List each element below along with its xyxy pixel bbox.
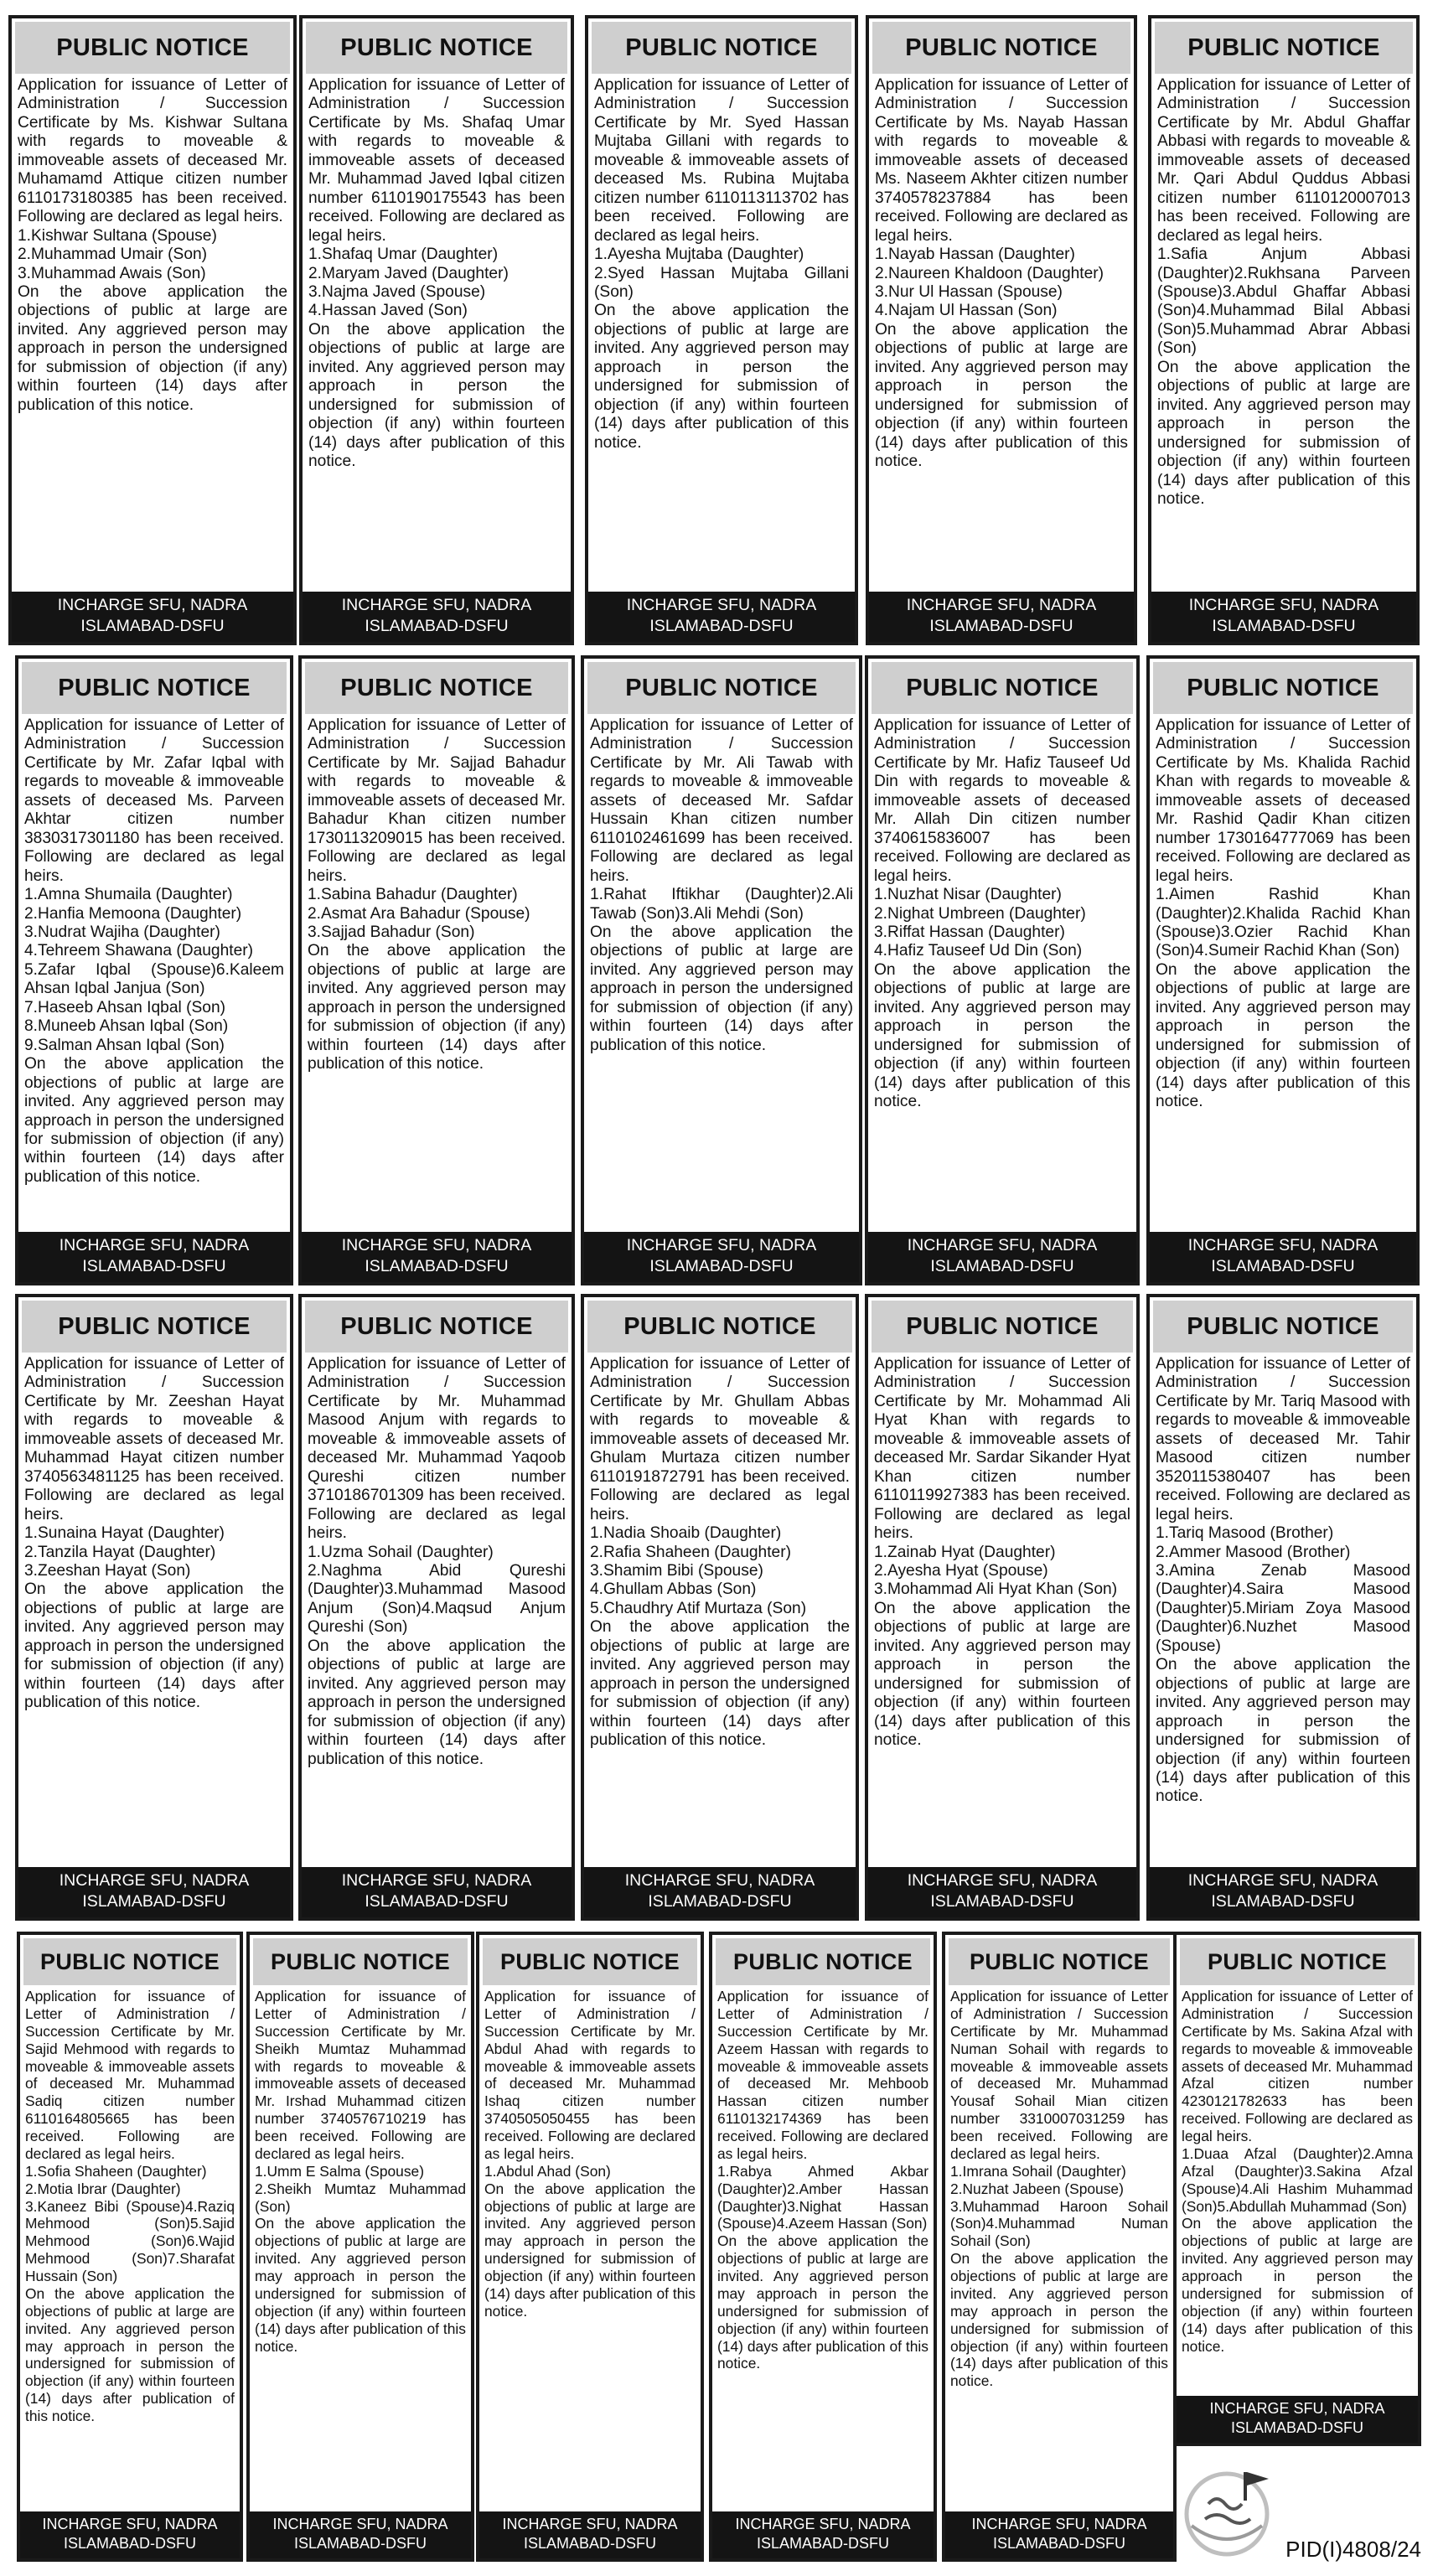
legal-heir-item: 7.Haseeb Ahsan Iqbal (Son): [24, 998, 226, 1016]
public-notice-19: [709, 1932, 937, 2562]
public-notice-7: [298, 655, 575, 1285]
footer-office: INCHARGE SFU, NADRA: [626, 1236, 817, 1254]
legal-heir-item: 2.Naghma Abid Qureshi (Daughter)3.Muhammad Masood Anjum (Son)4.Maqsud Anjum Qureshi (Son): [308, 1561, 566, 1637]
notice-closing: On the above application the objections of public at large are invited. Any aggrieved person may approach in person the undersigned for submission of objection (if any) within fourteen (14) days after publication of this notice.: [18, 282, 287, 414]
legal-heir-item: 2.Nuzhat Jabeen (Spouse): [950, 2180, 1124, 2197]
legal-heir-item: 5.Chaudhry Atif Murtaza (Son): [590, 1599, 807, 1617]
notice-body: [303, 74, 571, 592]
footer-location: ISLAMABAD-DSFU: [930, 1892, 1074, 1911]
notice-closing: On the above application the objections of public at large are invited. Any aggrieved person may approach in person the undersigned for submission of objection (if any) within fourteen (14) days after publication of this notice.: [874, 960, 1130, 1111]
legal-heirs-list: [24, 886, 284, 1055]
notice-footer: [584, 1232, 859, 1282]
notice-footer: [250, 2511, 471, 2558]
notice-body: [1177, 1985, 1418, 2396]
notice-title: PUBLIC NOTICE: [22, 662, 287, 714]
footer-location: ISLAMABAD-DSFU: [756, 2535, 890, 2552]
notice-closing: On the above application the objections of public at large are invited. Any aggrieved person may approach in person the undersigned for submission of objection (if any) within fourteen (14) days after publication of this notice.: [874, 1599, 1130, 1750]
notice-title: PUBLIC NOTICE: [1180, 1938, 1415, 1985]
notice-footer: [945, 2511, 1173, 2558]
legal-heir-item: 2.Naureen Khaldoon (Daughter): [875, 264, 1104, 282]
footer-office: INCHARGE SFU, NADRA: [906, 596, 1097, 614]
notice-footer: [868, 1232, 1136, 1282]
notice-body: [869, 74, 1134, 592]
notice-title: PUBLIC NOTICE: [872, 662, 1133, 714]
notice-closing: On the above application the objections of public at large are invited. Any aggrieved person may approach in person the undersigned for submission of objection (if any) within fourteen (14) days after publication of this notice.: [24, 1580, 284, 1712]
notice-body: [1151, 74, 1416, 592]
notice-closing: On the above application the objections of public at large are invited. Any aggrieved person may approach in person the undersigned for submission of objection (if any) within fourteen (14) days after publication of this notice.: [875, 320, 1128, 471]
footer-location: ISLAMABAD-DSFU: [649, 1257, 794, 1275]
legal-heirs-list: [717, 2163, 928, 2233]
notice-closing: On the above application the objections of public at large are invited. Any aggrieved person may approach in person the undersigned for submission of objection (if any) within fourteen (14) days after publication of this notice.: [590, 923, 853, 1054]
notice-title: PUBLIC NOTICE: [872, 1301, 1133, 1353]
legal-heirs-list: [484, 2163, 696, 2180]
notice-footer: [479, 2511, 701, 2558]
legal-heir-item: 4.Hafiz Tauseef Ud Din (Son): [874, 942, 1083, 960]
legal-heir-item: 1.Rahat Iftikhar (Daughter)2.Ali Tawab (Son)3.Ali Mehdi (Son): [590, 886, 853, 923]
footer-office: INCHARGE SFU, NADRA: [626, 596, 817, 614]
public-notice-8: [581, 655, 862, 1285]
notice-body: [712, 1985, 934, 2511]
notice-body: [479, 1985, 701, 2511]
legal-heir-item: 1.Nayab Hassan (Daughter): [875, 246, 1075, 264]
notice-intro: Application for issuance of Letter of Administration / Succession Certificate by Mr. Abdul Ahad with regards to moveable & immoveable assets of deceased Mr. Muhammad Ishaq citizen number 3740505050455 has been received. Following are declared as legal heirs.: [484, 1988, 696, 2162]
legal-heir-item: 2.Asmat Ara Bahadur (Spouse): [308, 904, 530, 923]
footer-location: ISLAMABAD-DSFU: [992, 2535, 1126, 2552]
notice-closing: On the above application the objections of public at large are invited. Any aggrieved person may approach in person the undersigned for submission of objection (if any) within fourteen (14) days after publication of this notice.: [1182, 2215, 1413, 2355]
footer-location: ISLAMABAD-DSFU: [1212, 617, 1356, 635]
legal-heir-item: 2.Motia Ibrar (Daughter): [25, 2180, 181, 2197]
footer-location: ISLAMABAD-DSFU: [649, 617, 794, 635]
notice-intro: Application for issuance of Letter of Administration / Succession Certificate by Mr. Ghullam Abbas with regards to moveable & immoveable assets of deceased Mr. Ghulam Murtaza citizen number 6110191872791 has been received. Following are declared as legal heirs.: [590, 1355, 850, 1523]
notice-body: [302, 714, 572, 1232]
notice-title: PUBLIC NOTICE: [22, 1301, 287, 1353]
legal-heir-item: 4.Ghullam Abbas (Son): [590, 1580, 757, 1599]
notice-intro: Application for issuance of Letter of Administration / Succession Certificate by Mr. Zafar Iqbal with regards to moveable & immoveable assets of deceased Ms. Parveen Akhtar citizen number 3830317301180 has been received. Following are declared as legal heirs.: [24, 716, 284, 885]
notice-body: [584, 714, 859, 1232]
legal-heir-item: 4.Tehreem Shawana (Daughter): [24, 942, 254, 960]
notice-footer: [303, 592, 571, 642]
legal-heir-item: 2.Maryam Javed (Daughter): [308, 264, 509, 282]
legal-heir-item: 1.Ayesha Mujtaba (Daughter): [594, 246, 804, 264]
footer-location: ISLAMABAD-DSFU: [365, 1892, 509, 1911]
footer-location: ISLAMABAD-DSFU: [1211, 1892, 1355, 1911]
notice-body: [588, 74, 855, 592]
notice-intro: Application for issuance of Letter of Administration / Succession Certificate by Ms. Sakina Afzal with regards to moveable & immoveable assets of deceased Mr. Muhammad Afzal citizen number 4230121782633 has been received. Following are declared as legal heirs.: [1182, 1988, 1413, 2144]
legal-heir-item: 2.Ayesha Hyat (Spouse): [874, 1561, 1048, 1580]
pid-number: PID(I)4808/24: [1285, 2537, 1421, 2562]
notice-title: PUBLIC NOTICE: [23, 1938, 236, 1985]
notice-title: PUBLIC NOTICE: [587, 1301, 852, 1353]
notice-body: [302, 1353, 572, 1867]
public-notice-3: [585, 15, 858, 645]
legal-heir-item: 3.Muhammad Awais (Son): [18, 264, 206, 282]
legal-heir-item: 1.Nadia Shoaib (Daughter): [590, 1524, 782, 1543]
footer-location: ISLAMABAD-DSFU: [82, 1892, 226, 1911]
notice-intro: Application for issuance of Letter of Administration / Succession Certificate by Mr. Sheikh Mumtaz Muhammad with regards to moveable & immoveable assets of deceased Mr. Irshad Muhammad citizen number 3740576710219 has been received. Following are declared as legal heirs.: [255, 1988, 466, 2162]
public-notice-18: [476, 1932, 704, 2562]
notice-footer: [869, 592, 1134, 642]
footer-office: INCHARGE SFU, NADRA: [907, 1871, 1098, 1890]
legal-heir-item: 1.Imrana Sohail (Daughter): [950, 2162, 1126, 2180]
legal-heirs-list: [950, 2163, 1168, 2250]
footer-office: INCHARGE SFU, NADRA: [57, 596, 248, 614]
legal-heir-item: 1.Sofia Shaheen (Daughter): [25, 2162, 207, 2180]
legal-heir-item: 3.Sajjad Bahadur (Son): [308, 923, 475, 941]
footer-office: INCHARGE SFU, NADRA: [272, 2516, 448, 2532]
notice-body: [1150, 714, 1416, 1232]
legal-heirs-list: [874, 1544, 1130, 1600]
footer-location: ISLAMABAD-DSFU: [648, 1892, 792, 1911]
public-notice-5: [1148, 15, 1420, 645]
legal-heir-item: 1.Umm E Salma (Spouse): [255, 2162, 424, 2180]
legal-heir-item: 1.Nuzhat Nisar (Daughter): [874, 886, 1062, 904]
azm-e-istehkam-logo: [1175, 2460, 1284, 2561]
public-notice-17: [246, 1932, 474, 2562]
notice-title: PUBLIC NOTICE: [483, 1938, 697, 1985]
notice-closing: On the above application the objections of public at large are invited. Any aggrieved person may approach in person the undersigned for submission of objection (if any) within fourteen (14) days after publication of this notice.: [484, 2180, 696, 2320]
footer-location: ISLAMABAD-DSFU: [1211, 1257, 1355, 1275]
legal-heir-item: 2.Syed Hassan Mujtaba Gillani (Son): [594, 264, 849, 301]
notice-body: [868, 714, 1136, 1232]
footer-office: INCHARGE SFU, NADRA: [341, 1236, 532, 1254]
legal-heir-item: 8.Muneeb Ahsan Iqbal (Son): [24, 1017, 229, 1036]
footer-office: INCHARGE SFU, NADRA: [1188, 596, 1379, 614]
footer-office: INCHARGE SFU, NADRA: [59, 1871, 250, 1890]
legal-heirs-list: [594, 246, 849, 302]
legal-heir-item: 1.Sabina Bahadur (Daughter): [308, 886, 518, 904]
legal-heir-item: 3.Mohammad Ali Hyat Khan (Son): [874, 1580, 1118, 1599]
notice-footer: [12, 592, 293, 642]
notice-closing: On the above application the objections of public at large are invited. Any aggrieved person may approach in person the undersigned for submission of objection (if any) within fourteen (14) days after publication of this notice.: [590, 1618, 850, 1750]
legal-heir-item: 9.Salman Ahsan Iqbal (Son): [24, 1036, 225, 1054]
public-notice-15: [1146, 1294, 1420, 1921]
notice-footer: [868, 1867, 1136, 1917]
legal-heirs-list: [590, 1524, 850, 1618]
legal-heirs-list: [25, 2163, 235, 2285]
legal-heir-item: 3.Riffat Hassan (Daughter): [874, 923, 1065, 941]
notice-closing: On the above application the objections of public at large are invited. Any aggrieved person may approach in person the undersigned for submission of objection (if any) within fourteen (14) days after publication of this notice.: [308, 1637, 566, 1768]
footer-office: INCHARGE SFU, NADRA: [971, 2516, 1147, 2532]
footer-office: INCHARGE SFU, NADRA: [341, 1871, 532, 1890]
notice-body: [1150, 1353, 1416, 1867]
legal-heir-item: 3.Zeeshan Hayat (Son): [24, 1561, 191, 1580]
legal-heirs-list: [1182, 2145, 1413, 2216]
notice-body: [12, 74, 293, 592]
notice-body: [584, 1353, 856, 1867]
notice-title: PUBLIC NOTICE: [872, 22, 1130, 74]
footer-location: ISLAMABAD-DSFU: [929, 617, 1073, 635]
notice-footer: [302, 1232, 572, 1282]
notice-intro: Application for issuance of Letter of Administration / Succession Certificate by Mr. Hafiz Tauseef Ud Din with regards to moveable & immoveable assets of deceased Mr. Allah Din citizen number 3740615836007 has been received. Following are declared as legal heirs.: [874, 716, 1130, 885]
footer-office: INCHARGE SFU, NADRA: [907, 1236, 1098, 1254]
notice-title: PUBLIC NOTICE: [306, 22, 567, 74]
footer-office: INCHARGE SFU, NADRA: [1187, 1236, 1379, 1254]
public-notice-21: [1173, 1932, 1421, 2446]
legal-heir-item: 2.Sheikh Mumtaz Muhammad (Son): [255, 2180, 466, 2215]
public-notice-2: [299, 15, 574, 645]
notice-title: PUBLIC NOTICE: [15, 22, 290, 74]
notice-footer: [302, 1867, 572, 1917]
legal-heir-item: 3.Kaneez Bibi (Spouse)4.Raziq Mehmood (Son)5.Sajid Mehmood (Son)6.Wajid Mehmood (Son)7.Sharafat Hussain (Son): [25, 2197, 235, 2284]
legal-heir-item: 2.Rafia Shaheen (Daughter): [590, 1543, 791, 1561]
public-notice-13: [581, 1294, 859, 1921]
public-notice-1: [8, 15, 297, 645]
legal-heir-item: 4.Najam Ul Hassan (Son): [875, 302, 1058, 320]
notice-body: [250, 1985, 471, 2511]
legal-heir-item: 3.Amina Zenab Masood (Daughter)4.Saira Masood (Daughter)5.Miriam Zoya Masood (Daughter)6.Nuzhet Masood (Spouse): [1156, 1561, 1410, 1655]
public-notice-10: [1146, 655, 1420, 1285]
notice-closing: On the above application the objections of public at large are invited. Any aggrieved person may approach in person the undersigned for submission of objection (if any) within fourteen (14) days after publication of this notice.: [1156, 1656, 1410, 1806]
footer-office: INCHARGE SFU, NADRA: [502, 2516, 678, 2532]
public-notice-16: [17, 1932, 243, 2562]
legal-heirs-list: [1157, 246, 1410, 359]
notice-closing: On the above application the objections of public at large are invited. Any aggrieved person may approach in person the undersigned for submission of objection (if any) within fourteen (14) days after publication of this notice.: [1157, 358, 1410, 508]
legal-heir-item: 1.Zainab Hyat (Daughter): [874, 1543, 1056, 1561]
notice-closing: On the above application the objections of public at large are invited. Any aggrieved person may approach in person the undersigned for submission of objection (if any) within fourteen (14) days after publication of this notice.: [308, 942, 566, 1073]
footer-office: INCHARGE SFU, NADRA: [624, 1871, 815, 1890]
public-notice-12: [298, 1294, 575, 1921]
notice-footer: [20, 2511, 240, 2558]
legal-heir-item: 3.Nudrat Wajiha (Daughter): [24, 923, 220, 941]
legal-heir-item: 1.Amna Shumaila (Daughter): [24, 886, 233, 904]
legal-heir-item: 1.Shafaq Umar (Daughter): [308, 246, 499, 264]
legal-heirs-list: [308, 886, 566, 942]
footer-office: INCHARGE SFU, NADRA: [1187, 1871, 1379, 1890]
public-notice-11: [15, 1294, 293, 1921]
notice-closing: On the above application the objections of public at large are invited. Any aggrieved person may approach in person the undersigned for submission of objection (if any) within fourteen (14) days after publication of this notice.: [25, 2284, 235, 2424]
notice-footer: [1150, 1867, 1416, 1917]
notice-title: PUBLIC NOTICE: [949, 1938, 1170, 1985]
legal-heir-item: 4.Hassan Javed (Son): [308, 302, 468, 320]
footer-location: ISLAMABAD-DSFU: [80, 617, 225, 635]
legal-heir-item: 1.Aimen Rashid Khan (Daughter)2.Khalida Rachid Khan (Spouse)3.Ozier Rachid Khan (Son)4.Sumeir Rachid Khan (Son): [1156, 886, 1410, 960]
notice-footer: [18, 1232, 290, 1282]
legal-heir-item: 1.Rabya Ahmed Akbar (Daughter)2.Amber Hassan (Daughter)3.Nighat Hassan (Spouse)4.Azeem Hassan (Son): [717, 2162, 928, 2232]
notice-body: [18, 1353, 290, 1867]
notice-title: PUBLIC NOTICE: [305, 662, 568, 714]
legal-heir-item: 1.Sunaina Hayat (Daughter): [24, 1524, 225, 1543]
legal-heirs-list: [255, 2163, 466, 2216]
notice-intro: Application for issuance of Letter of Administration / Succession Certificate by Mr. Sajid Mehmood with regards to moveable & immoveable assets of deceased Mr. Muhammad Sadiq citizen number 6110164805665 has been received. Following are declared as legal heirs.: [25, 1988, 235, 2162]
notice-footer: [1150, 1232, 1416, 1282]
public-notice-20: [942, 1932, 1177, 2562]
legal-heirs-list: [1156, 886, 1410, 961]
notice-footer: [1151, 592, 1416, 642]
footer-location: ISLAMABAD-DSFU: [365, 617, 509, 635]
footer-office: INCHARGE SFU, NADRA: [1209, 2400, 1385, 2417]
legal-heirs-list: [875, 246, 1128, 321]
legal-heir-item: 3.Nur Ul Hassan (Spouse): [875, 282, 1063, 301]
legal-heirs-list: [308, 1544, 566, 1637]
notice-intro: Application for issuance of Letter of Administration / Succession Certificate by Mr. Azeem Hassan with regards to moveable & immoveable assets of deceased Mr. Mehboob Hassan citizen number 6110132174369 has been received. Following are declared as legal heirs.: [717, 1988, 928, 2162]
legal-heirs-list: [308, 246, 565, 321]
legal-heir-item: 3.Muhammad Haroon Sohail (Son)4.Muhammad Numan Sohail (Son): [950, 2197, 1168, 2250]
notice-closing: On the above application the objections of public at large are invited. Any aggrieved person may approach in person the undersigned for submission of objection (if any) within fourteen (14) days after publication of this notice.: [24, 1055, 284, 1186]
notice-intro: Application for issuance of Letter of Administration / Succession Certificate by Mr. Syed Hassan Mujtaba Gillani with regards to moveable & immoveable assets of deceased Ms. Rubina Mujtaba citizen number 6110113113702 has been received. Following are declared as legal heirs.: [594, 76, 849, 245]
public-notice-14: [865, 1294, 1140, 1921]
footer-location: ISLAMABAD-DSFU: [63, 2535, 197, 2552]
legal-heir-item: 2.Hanfia Memoona (Daughter): [24, 904, 242, 923]
notice-title: PUBLIC NOTICE: [716, 1938, 930, 1985]
notice-intro: Application for issuance of Letter of Administration / Succession Certificate by Ms. Khalida Rachid Khan with regards to moveable & immoveable assets of deceased Mr. Rashid Qadir Khan citizen number 1730164777069 has been received. Following are declared as legal heirs.: [1156, 716, 1410, 885]
legal-heir-item: 5.Zafar Iqbal (Spouse)6.Kaleem Ahsan Iqbal Janjua (Son): [24, 960, 284, 998]
notice-title: PUBLIC NOTICE: [592, 22, 851, 74]
footer-office: INCHARGE SFU, NADRA: [341, 596, 532, 614]
notice-intro: Application for issuance of Letter of Administration / Succession Certificate by Mr. Abdul Ghaffar Abbasi with regards to moveable & immoveable assets of deceased Mr. Qari Abdul Quddus Abbasi citizen number 6110120007013 has been received. Following are declared as legal heirs.: [1157, 76, 1410, 245]
notice-intro: Application for issuance of Letter of Administration / Succession Certificate by Mr. Sajjad Bahadur with regards to moveable & immoveable assets of deceased Mr. Bahadur Khan citizen number 1730113209015 has been received. Following are declared as legal heirs.: [308, 716, 566, 885]
notice-body: [20, 1985, 240, 2511]
notice-intro: Application for issuance of Letter of Administration / Succession Certificate by Mr. Muhammad Masood Anjum with regards to moveable & immoveable assets of deceased Mr. Muhammad Yaqoob Qureshi citizen number 3710186701309 has been received. Following are declared as legal heirs.: [308, 1355, 566, 1543]
legal-heir-item: 1.Safia Anjum Abbasi (Daughter)2.Rukhsana Parveen (Spouse)3.Abdul Ghaffar Abbasi (Son)4.Muhammad Bilal Abbasi (Son)5.Muhammad Abrar Abbasi (Son): [1157, 246, 1410, 358]
notice-closing: On the above application the objections of public at large are invited. Any aggrieved person may approach in person the undersigned for submission of objection (if any) within fourteen (14) days after publication of this notice.: [950, 2250, 1168, 2390]
legal-heir-item: 1.Kishwar Sultana (Spouse): [18, 226, 217, 245]
notice-title: PUBLIC NOTICE: [305, 1301, 568, 1353]
footer-location: ISLAMABAD-DSFU: [293, 2535, 427, 2552]
public-notice-6: [15, 655, 293, 1285]
notice-intro: Application for issuance of Letter of Administration / Succession Certificate by Ms. Shafaq Umar with regards to moveable & immoveable assets of deceased Mr. Muhammad Javed Iqbal citizen number 6110190175543 has been received. Following are declared as legal heirs.: [308, 76, 565, 245]
public-notice-4: [866, 15, 1137, 645]
legal-heir-item: 2.Ammer Masood (Brother): [1156, 1543, 1351, 1561]
notice-intro: Application for issuance of Letter of Administration / Succession Certificate by Mr. Tariq Masood with regards to moveable & immoveable assets of deceased Mr. Tahir Masood citizen number 3520115380407 has been received. Following are declared as legal heirs.: [1156, 1355, 1410, 1523]
footer-office: INCHARGE SFU, NADRA: [42, 2516, 218, 2532]
legal-heirs-list: [874, 886, 1130, 961]
footer-location: ISLAMABAD-DSFU: [1230, 2419, 1364, 2436]
notice-title: PUBLIC NOTICE: [1155, 22, 1413, 74]
footer-location: ISLAMABAD-DSFU: [365, 1257, 509, 1275]
legal-heir-item: 1.Uzma Sohail (Daughter): [308, 1543, 494, 1561]
legal-heir-item: 3.Najma Javed (Spouse): [308, 282, 486, 301]
footer-office: INCHARGE SFU, NADRA: [735, 2516, 911, 2532]
notice-intro: Application for issuance of Letter of Administration / Succession Certificate by Mr. Muhammad Numan Sohail with regards to moveable & immoveable assets of deceased Mr. Muhammad Yousaf Sohail Mian citizen number 3310007031259 has been received. Following are declared as legal heirs.: [950, 1988, 1168, 2162]
notice-title: PUBLIC NOTICE: [1153, 1301, 1413, 1353]
notice-title: PUBLIC NOTICE: [587, 662, 856, 714]
notice-closing: On the above application the objections of public at large are invited. Any aggrieved person may approach in person the undersigned for submission of objection (if any) within fourteen (14) days after publication of this notice.: [594, 302, 849, 452]
legal-heir-item: 3.Shamim Bibi (Spouse): [590, 1561, 763, 1580]
notice-closing: On the above application the objections of public at large are invited. Any aggrieved person may approach in person the undersigned for submission of objection (if any) within fourteen (14) days after publication of this notice.: [1156, 960, 1410, 1111]
notice-intro: Application for issuance of Letter of Administration / Succession Certificate by Mr. Mohammad Ali Hyat Khan with regards to moveable & immoveable assets of deceased Mr. Sardar Sikander Hyat Khan citizen number 6110119927383 has been received. Following are declared as legal heirs.: [874, 1355, 1130, 1543]
notice-footer: [1177, 2396, 1418, 2443]
notice-body: [945, 1985, 1173, 2511]
notice-title: PUBLIC NOTICE: [253, 1938, 468, 1985]
legal-heir-item: 1.Abdul Ahad (Son): [484, 2162, 611, 2180]
legal-heir-item: 1.Tariq Masood (Brother): [1156, 1524, 1334, 1543]
notice-intro: Application for issuance of Letter of Administration / Succession Certificate by Mr. Ali Tawab with regards to moveable & immoveable assets of deceased Mr. Safdar Hussain Khan citizen number 6110102461699 has been received. Following are declared as legal heirs.: [590, 716, 853, 885]
footer-location: ISLAMABAD-DSFU: [523, 2535, 657, 2552]
notice-closing: On the above application the objections of public at large are invited. Any aggrieved person may approach in person the undersigned for submission of objection (if any) within fourteen (14) days after publication of this notice.: [255, 2215, 466, 2355]
legal-heir-item: 2.Tanzila Hayat (Daughter): [24, 1543, 216, 1561]
legal-heirs-list: [24, 1524, 284, 1580]
notice-body: [868, 1353, 1136, 1867]
notice-footer: [18, 1867, 290, 1917]
notice-closing: On the above application the objections of public at large are invited. Any aggrieved person may approach in person the undersigned for submission of objection (if any) within fourteen (14) days after publication of this notice.: [717, 2232, 928, 2372]
footer-office: INCHARGE SFU, NADRA: [59, 1236, 250, 1254]
notice-footer: [712, 2511, 934, 2558]
public-notice-9: [865, 655, 1140, 1285]
notice-footer: [584, 1867, 856, 1917]
notice-footer: [588, 592, 855, 642]
notice-closing: On the above application the objections of public at large are invited. Any aggrieved person may approach in person the undersigned for submission of objection (if any) within fourteen (14) days after publication of this notice.: [308, 320, 565, 471]
notice-body: [18, 714, 290, 1232]
notice-intro: Application for issuance of Letter of Administration / Succession Certificate by Mr. Zeeshan Hayat with regards to moveable & immoveable assets of deceased Mr. Muhammad Hayat citizen number 3740563481125 has been received. Following are declared as legal heirs.: [24, 1355, 284, 1523]
legal-heir-item: 2.Muhammad Umair (Son): [18, 246, 208, 264]
legal-heir-item: 1.Duaa Afzal (Daughter)2.Amna Afzal (Daughter)3.Sakina Afzal (Spouse)4.Ali Hashim Muhammad (Son)5.Abdullah Muhammad (Son): [1182, 2144, 1413, 2215]
notice-title: PUBLIC NOTICE: [1153, 662, 1413, 714]
legal-heirs-list: [590, 886, 853, 923]
footer-location: ISLAMABAD-DSFU: [82, 1257, 226, 1275]
legal-heir-item: 2.Nighat Umbreen (Daughter): [874, 904, 1086, 923]
notice-intro: Application for issuance of Letter of Administration / Succession Certificate by Ms. Kishwar Sultana with regards to moveable & immoveable assets of deceased Mr. Muhamamd Attique citizen number 6110173180385 has been received. Following are declared as legal heirs.: [18, 76, 287, 226]
legal-heirs-list: [18, 227, 287, 283]
footer-location: ISLAMABAD-DSFU: [930, 1257, 1074, 1275]
notice-intro: Application for issuance of Letter of Administration / Succession Certificate by Ms. Nayab Hassan with regards to moveable & immoveable assets of deceased Ms. Naseem Akhter citizen number 3740578237884 has been received. Following are declared as legal heirs.: [875, 76, 1128, 245]
legal-heirs-list: [1156, 1524, 1410, 1656]
